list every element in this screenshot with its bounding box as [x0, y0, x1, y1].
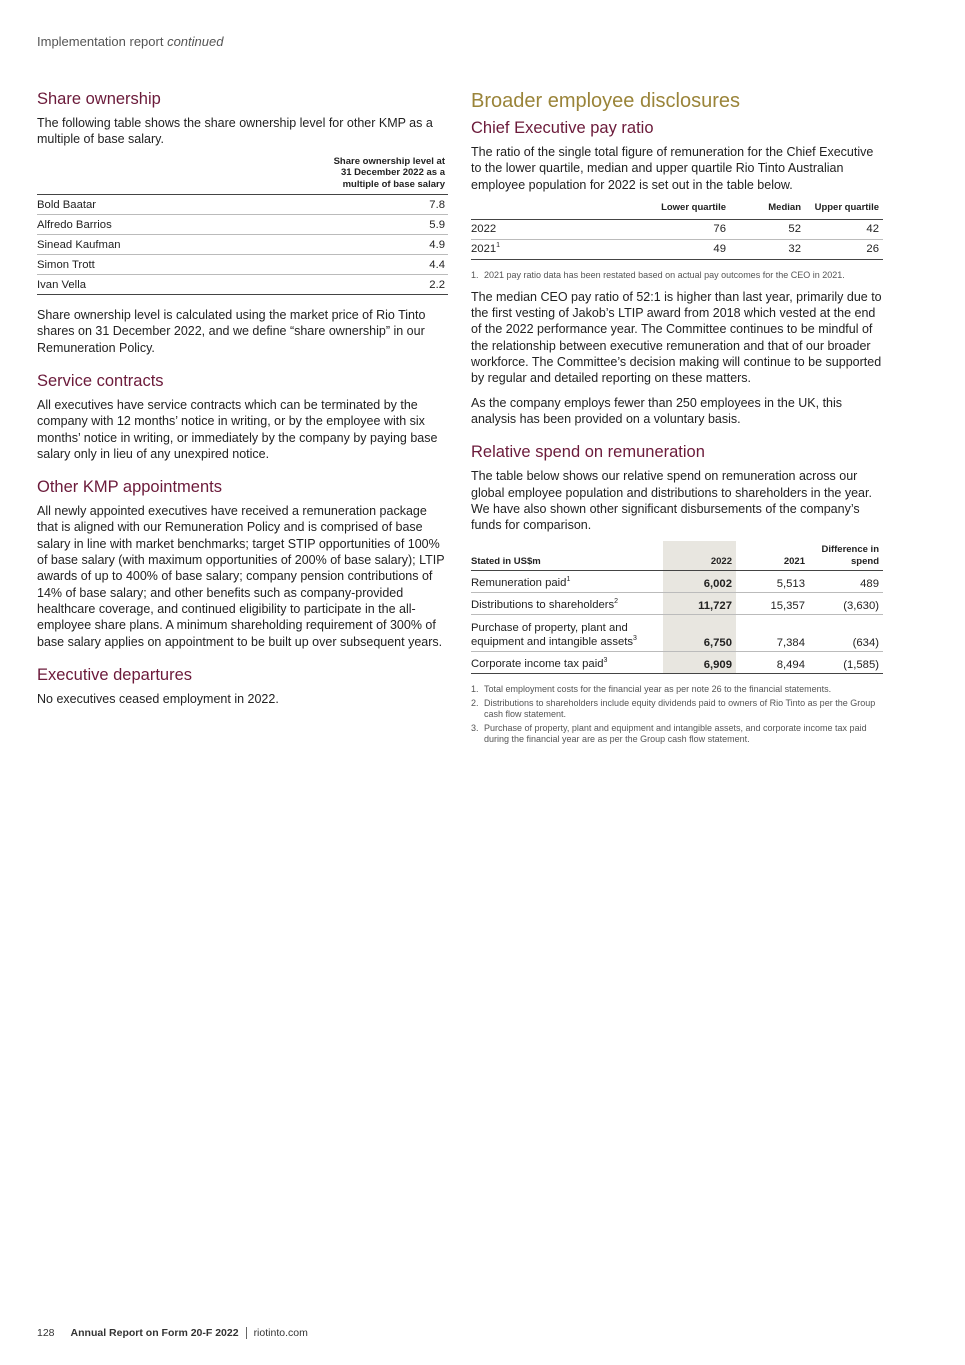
kmp-name: Simon Trott [37, 255, 373, 275]
spend-2022: 11,727 [663, 593, 736, 615]
spend-diff: 489 [809, 571, 883, 593]
spend-footnote: 2. Distributions to shareholders include equity dividends paid to owners of Rio Tinto as per the Group cash flow statement. [471, 698, 876, 720]
spend-label: Distributions to shareholders$^2$ [471, 593, 663, 615]
table-row [37, 275, 448, 295]
left-column [37, 88, 448, 715]
col-2021: 2021 [783, 555, 805, 567]
table-row [471, 593, 883, 615]
kmp-ownership-value: 4.4 [373, 255, 448, 275]
kmp-ownership-value: 7.8 [373, 195, 448, 215]
kmp-name: Sinead Kaufman [37, 235, 373, 255]
spend-label: Corporate income tax paid$^3$ [471, 652, 663, 674]
spend-diff: (634) [809, 615, 883, 652]
col-stated-in: Stated in US$m [471, 555, 541, 567]
share-ownership-col-header: Share ownership level at 31 December 2022 as a multiple of base salary [333, 155, 445, 190]
broader-disclosures-title: Broader employee disclosures [471, 90, 741, 112]
table-row [471, 615, 883, 652]
pay-ratio-heading: Chief Executive pay ratio [471, 119, 654, 137]
service-contracts-heading: Service contracts [37, 371, 164, 390]
report-name: Annual Report on Form 20-F 2022 [70, 1327, 239, 1339]
col-2022: 2022 [663, 541, 736, 571]
kmp-ownership-value: 5.9 [373, 215, 448, 235]
share-ownership-table [37, 194, 448, 295]
col-median: Median [768, 202, 801, 214]
footnote-ref: 1 [496, 242, 501, 250]
blank-header [471, 201, 621, 220]
share-ownership-heading: Share ownership [37, 90, 161, 108]
service-contracts-body: All executives have service contracts which can be terminated by the company with 12 months’ notice in writing, or by the employee with six months’ notice in writing, or immediately by the company by paying base salary only in lieu of any unexpired notice. [37, 397, 438, 461]
site-link[interactable]: riotinto.com [253, 1327, 308, 1339]
header-title-suffix: continued [167, 34, 224, 49]
ratio-median: 32 [730, 239, 805, 259]
departures-heading: Executive departures [37, 665, 193, 684]
other-kmp-body: All newly appointed executives have received a remuneration package that is aligned with our Remuneration Policy and is comprised of base salary in line with market benchmarks; target STIP opportunities of 100% of base salary (with maximum opportunities of 200% of base salary); LTIP awards of up to 400% of base salary; company pension contributions of 14% of base salary; and other benefits such as company-provided healthcare coverage, and continued eligibility to participate in the all-employee share plans. A minimum shareholding requirement of 300% of base salary applies on appointment to be built up over subsequent years. [37, 504, 445, 649]
col-upper-quartile: Upper quartile [814, 202, 879, 214]
table-row [471, 652, 883, 674]
ratio-median: 52 [730, 219, 805, 239]
table-row [471, 239, 883, 259]
pay-ratio-footnote: 1. 2021 pay ratio data has been restated based on actual pay outcomes for the CEO in 2021. [471, 269, 845, 280]
header-title: Implementation report [37, 34, 164, 49]
other-kmp-heading: Other KMP appointments [37, 478, 222, 497]
spend-label: Purchase of property, plant and equipment and intangible assets$^3$ [471, 615, 663, 652]
spend-2021: 8,494 [736, 652, 809, 674]
table-header-row [471, 541, 883, 571]
spend-2022: 6,909 [663, 652, 736, 674]
ratio-year: 2021$^1$ [471, 239, 621, 259]
spend-2021: 5,513 [736, 571, 809, 593]
kmp-ownership-value: 4.9 [373, 235, 448, 255]
pay-ratio-table [471, 201, 883, 260]
departures-body: No executives ceased employment in 2022. [37, 691, 279, 706]
table-row [37, 215, 448, 235]
kmp-name: Ivan Vella [37, 275, 373, 295]
spend-label: Remuneration paid$^1$ [471, 571, 663, 593]
relative-spend-heading: Relative spend on remuneration [471, 443, 705, 462]
kmp-ownership-value: 2.2 [373, 275, 448, 295]
ratio-upper: 26 [805, 239, 883, 259]
table-row [37, 195, 448, 215]
share-ownership-col-header-wrap [37, 156, 448, 195]
ratio-upper: 42 [805, 219, 883, 239]
share-ownership-intro: The following table shows the share ownership level for other KMP as a multiple of base salary. [37, 116, 433, 147]
spend-2022: 6,750 [663, 615, 736, 652]
table-header-row [471, 201, 883, 220]
running-header [37, 34, 223, 49]
pay-ratio-intro: The ratio of the single total figure of remuneration for the Chief Executive to the lower quartile, median and upper quartile Rio Tinto Australian employee population for 2022 is set out in the table below. [471, 145, 874, 192]
page-footer [37, 1327, 308, 1339]
col-lower-quartile: Lower quartile [661, 202, 726, 214]
table-row [37, 255, 448, 275]
table-row [37, 235, 448, 255]
right-column [471, 88, 883, 745]
ratio-lower: 76 [621, 219, 730, 239]
spend-diff: (1,585) [809, 652, 883, 674]
spend-2021: 15,357 [736, 593, 809, 615]
pay-ratio-body-2: As the company employs fewer than 250 employees in the UK, this analysis has been provided on a voluntary basis. [471, 395, 843, 426]
pay-ratio-body-1: The median CEO pay ratio of 52:1 is higher than last year, primarily due to the first vesting of Jakob’s LTIP award from 2018 which vested at the end of the 2022 performance year. The Committee continues to be mindful of the relationship between executive remuneration and that of our broader workforce. The Committee’s decision making will continue to be supported by regular and detailed reporting on these matters. [471, 289, 882, 386]
spend-footnote: 1. Total employment costs for the financial year as per note 26 to the financial statements. [471, 684, 832, 695]
kmp-name: Alfredo Barrios [37, 215, 373, 235]
spend-2022: 6,002 [663, 571, 736, 593]
footer-divider [246, 1327, 247, 1339]
kmp-name: Bold Baatar [37, 195, 373, 215]
ratio-year: 2022 [471, 219, 621, 239]
spend-footnote: 3. Purchase of property, plant and equipment and intangible assets, and corporate income tax paid during the financial year are as per the Group cash flow statement. [471, 723, 867, 745]
table-row [471, 219, 883, 239]
table-row [471, 571, 883, 593]
page-number: 128 [37, 1327, 55, 1339]
relative-spend-table [471, 541, 883, 674]
ratio-lower: 49 [621, 239, 730, 259]
share-ownership-note: Share ownership level is calculated using the market price of Rio Tinto shares on 31 December 2022, and we define “share ownership” in our Remuneration Policy. [37, 308, 426, 355]
relative-spend-intro: The table below shows our relative spend on remuneration across our global employee population and distributions to shareholders in the year. We have also shown other significant disbursements of the company’s funds for comparison. [471, 469, 872, 533]
spend-2021: 7,384 [736, 615, 809, 652]
spend-diff: (3,630) [809, 593, 883, 615]
col-difference: Difference in spend [821, 544, 879, 567]
